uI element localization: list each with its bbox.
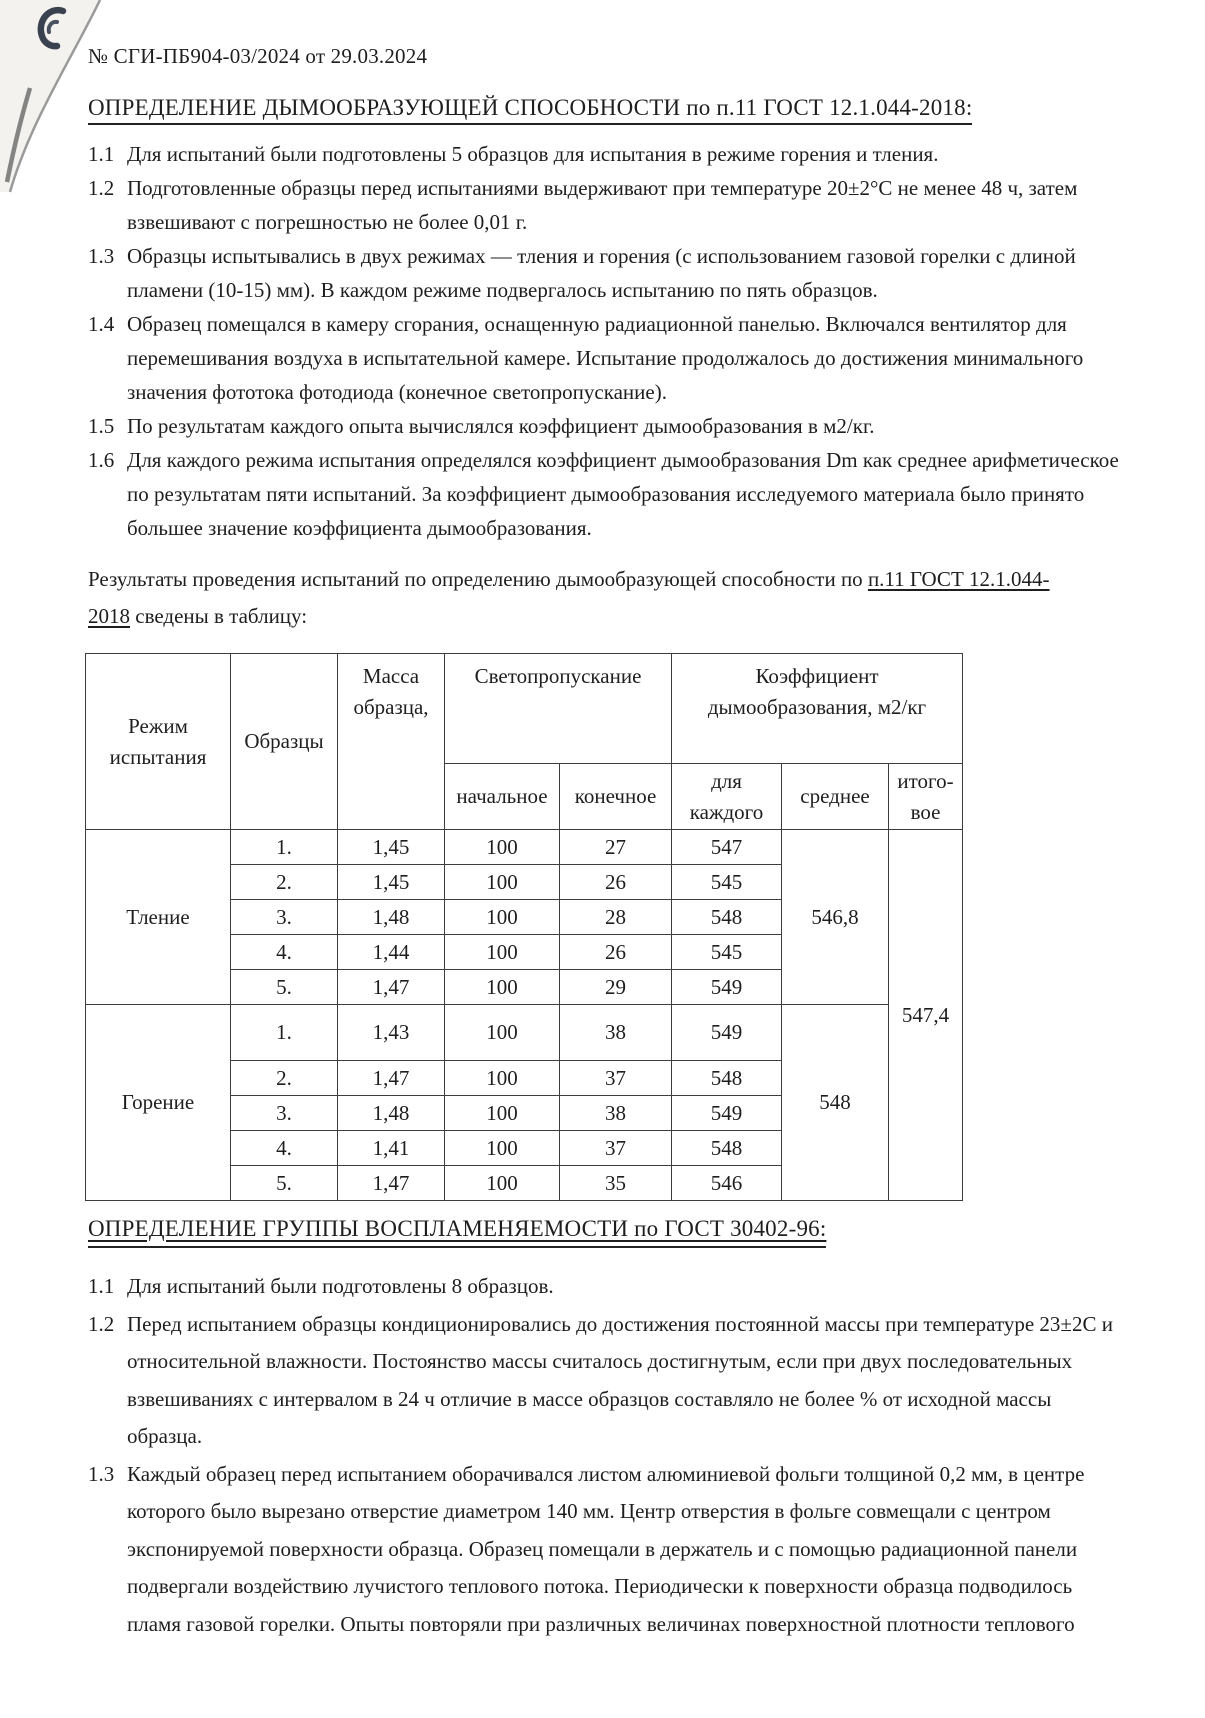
col-header-light: Светопропускание	[445, 654, 672, 764]
list-item	[88, 409, 1119, 443]
mass-cell: 1,48	[338, 900, 445, 935]
final-cell: 38	[560, 1096, 672, 1131]
subcol-average: среднее	[782, 764, 889, 830]
coeff-each-cell: 548	[672, 1061, 782, 1096]
sample-cell: 5.	[231, 970, 338, 1005]
final-cell: 29	[560, 970, 672, 1005]
final-cell: 38	[560, 1005, 672, 1061]
item-text: Перед испытанием образцы кондиционировались до достижения постоянной массы при температуре 23±2С и относительной влажности. Постоянство массы считалось достигнутым, если при двух последовательных взвешиваниях с интервалом в 24 ч отличие в массе образцов составляло не более % от исходной массы образца.	[127, 1311, 1113, 1448]
final-cell: 35	[560, 1166, 672, 1201]
initial-cell: 100	[445, 1061, 560, 1096]
mass-cell: 1,41	[338, 1131, 445, 1166]
initial-cell: 100	[445, 865, 560, 900]
mass-cell: 1,47	[338, 1061, 445, 1096]
item-number: 1.3	[88, 244, 115, 268]
list-item	[88, 443, 1119, 545]
coeff-each-cell: 548	[672, 900, 782, 935]
coeff-each-cell: 549	[672, 1005, 782, 1061]
item-text: Для каждого режима испытания определялся коэффициент дымообразования Dm как среднее арифметическое по результатам пяти испытаний. За коэффициент дымообразования исследуемого материала было принято большее значение коэффициента дымообразования.	[127, 448, 1119, 540]
section1-list	[88, 137, 1128, 545]
sample-cell: 2.	[231, 865, 338, 900]
item-number: 1.2	[88, 176, 115, 200]
final-cell: 28	[560, 900, 672, 935]
item-text: Образец помещался в камеру сгорания, оснащенную радиационной панелью. Включался вентилятор для перемешивания воздуха в испытательной камере. Испытание продолжалось до достижения минимального значения фототока фотодиода (конечное светопропускание).	[127, 312, 1084, 404]
initial-cell: 100	[445, 1005, 560, 1061]
list-item	[88, 1456, 1119, 1644]
initial-cell: 100	[445, 900, 560, 935]
list-item	[88, 171, 1119, 239]
results-note-after: сведены в таблицу:	[130, 604, 308, 628]
final-cell: 26	[560, 935, 672, 970]
mass-cell: 1,48	[338, 1096, 445, 1131]
results-table	[85, 653, 963, 1201]
item-text: Подготовленные образцы перед испытаниями выдерживают при температуре 20±2°С не менее 48 ч, затем взвешивают с погрешностью не более 0,01 г.	[127, 176, 1078, 234]
coeff-each-cell: 545	[672, 935, 782, 970]
initial-cell: 100	[445, 1131, 560, 1166]
item-text: Для испытаний были подготовлены 5 образцов для испытания в режиме горения и тления.	[127, 142, 939, 166]
coeff-each-cell: 546	[672, 1166, 782, 1201]
section1-title: ОПРЕДЕЛЕНИЕ ДЫМООБРАЗУЮЩЕЙ СПОСОБНОСТИ по п.11 ГОСТ 12.1.044-2018:	[88, 95, 972, 125]
subcol-initial: начальное	[445, 764, 560, 830]
mass-cell: 1,45	[338, 830, 445, 865]
section2-list	[88, 1268, 1128, 1643]
item-number: 1.3	[88, 1461, 115, 1486]
initial-cell: 100	[445, 1166, 560, 1201]
coeff-each-cell: 547	[672, 830, 782, 865]
coeff-each-cell: 549	[672, 1096, 782, 1131]
sample-cell: 1.	[231, 1005, 338, 1061]
mass-cell: 1,47	[338, 970, 445, 1005]
item-number: 1.1	[88, 1274, 115, 1298]
regime-burning-cell: Горение	[86, 1005, 231, 1201]
coeff-each-cell: 545	[672, 865, 782, 900]
col-header-samples: Образцы	[231, 654, 338, 830]
item-text: По результатам каждого опыта вычислялся коэффициент дымообразования в м2/кг.	[127, 414, 875, 438]
list-item	[88, 239, 1119, 307]
list-item	[88, 137, 1119, 171]
mass-cell: 1,47	[338, 1166, 445, 1201]
section1	[88, 69, 1128, 1201]
item-number: 1.1	[88, 142, 115, 166]
table-row	[86, 1005, 963, 1061]
mass-cell: 1,44	[338, 935, 445, 970]
item-text: Для испытаний были подготовлены 8 образцов.	[127, 1274, 554, 1298]
final-cell: 37	[560, 1131, 672, 1166]
coeff-total-cell: 547,4	[889, 830, 963, 1201]
results-note-gost-ref: п.11 ГОСТ 12.1.044-2018	[88, 567, 1050, 628]
results-note	[88, 561, 1063, 635]
sample-cell: 5.	[231, 1166, 338, 1201]
document-page	[88, 0, 1128, 1643]
col-header-mass: Масса образца,	[338, 654, 445, 830]
item-text: Каждый образец перед испытанием оборачивался листом алюминиевой фольги толщиной 0,2 мм, в центре которого было вырезано отверстие диаметром 140 мм. Центр отверстия в фольге совмещали с центром экспонируемой поверхности образца. Образец помещали в держатель и с помощью радиационной панели подвергали воздействию лучистого теплового потока. Периодически к поверхности образца подводилось пламя газовой горелки. Опыты повторяли при различных величинах поверхностной плотности теплового	[127, 1461, 1085, 1636]
col-header-coeff: Коэффициент дымообразования, м2/кг	[672, 654, 963, 764]
results-note-before: Результаты проведения испытаний по определению дымообразующей способности по	[88, 567, 868, 591]
coeff-each-cell: 549	[672, 970, 782, 1005]
item-number: 1.5	[88, 414, 115, 438]
item-number: 1.2	[88, 1311, 115, 1336]
list-item	[88, 1268, 1119, 1306]
doc-number: № СГИ-ПБ904-03/2024 от 29.03.2024	[88, 44, 428, 68]
sample-cell: 4.	[231, 1131, 338, 1166]
final-cell: 37	[560, 1061, 672, 1096]
item-text: Образцы испытывались в двух режимах — тления и горения (с использованием газовой горелки с длиной пламени (10-15) мм). В каждом режиме подвергалось испытанию по пять образцов.	[127, 244, 1076, 302]
sample-cell: 3.	[231, 900, 338, 935]
subcol-total: итого-вое	[889, 764, 963, 830]
sample-cell: 4.	[231, 935, 338, 970]
initial-cell: 100	[445, 935, 560, 970]
item-number: 1.4	[88, 312, 115, 336]
mass-cell: 1,45	[338, 865, 445, 900]
sample-cell: 3.	[231, 1096, 338, 1131]
section2-title: ОПРЕДЕЛЕНИЕ ГРУППЫ ВОСПЛАМЕНЯЕМОСТИ по ГОСТ 30402-96:	[88, 1216, 826, 1248]
subcol-each: для каждого	[672, 764, 782, 830]
final-cell: 26	[560, 865, 672, 900]
list-item	[88, 1306, 1119, 1456]
coeff-average-smolder-cell: 546,8	[782, 830, 889, 1005]
col-header-regime: Режим испытания	[86, 654, 231, 830]
regime-smolder-cell: Тление	[86, 830, 231, 1005]
initial-cell: 100	[445, 970, 560, 1005]
item-number: 1.6	[88, 448, 115, 472]
initial-cell: 100	[445, 1096, 560, 1131]
subcol-final: конечное	[560, 764, 672, 830]
section2	[88, 1201, 1128, 1643]
coeff-each-cell: 548	[672, 1131, 782, 1166]
mass-cell: 1,43	[338, 1005, 445, 1061]
sample-cell: 1.	[231, 830, 338, 865]
final-cell: 27	[560, 830, 672, 865]
initial-cell: 100	[445, 830, 560, 865]
sample-cell: 2.	[231, 1061, 338, 1096]
coeff-average-burning-cell: 548	[782, 1005, 889, 1201]
table-row	[86, 830, 963, 865]
list-item	[88, 307, 1119, 409]
